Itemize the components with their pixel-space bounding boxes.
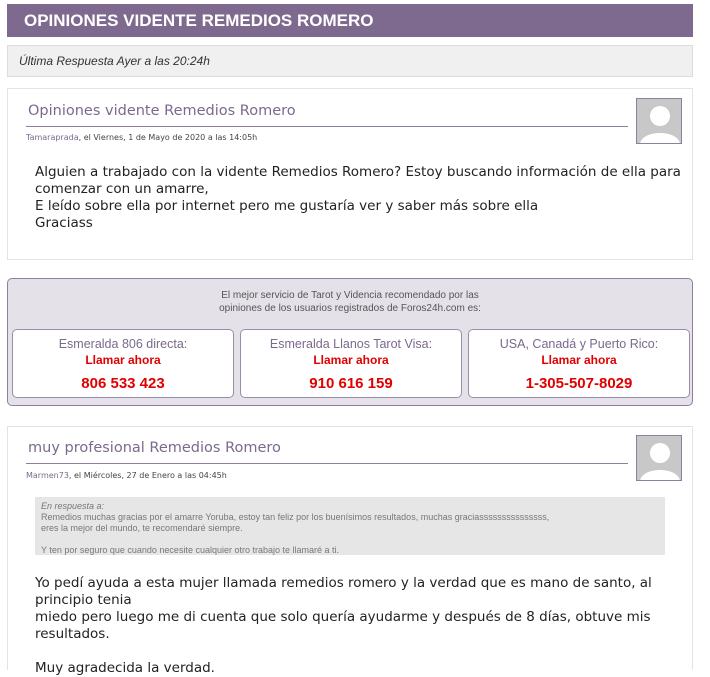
post-author[interactable]: Tamaraprada (26, 133, 79, 142)
post-body (35, 575, 692, 677)
post-title[interactable]: Opiniones vidente Remedios Romero (28, 103, 296, 119)
post-date: , el Viernes, 1 de Mayo de 2020 a las 14:05h (78, 133, 258, 142)
promo-card[interactable] (12, 329, 234, 398)
phone-number[interactable]: 1-305-507-8029 (525, 375, 633, 392)
last-reply-text: Última Respuesta Ayer a las 20:24h (19, 54, 210, 68)
promo-box (7, 278, 693, 406)
post-body-line (35, 643, 692, 660)
post-author[interactable]: Marmen73 (26, 471, 69, 480)
quote-line (41, 534, 659, 545)
promo-card-name: Esmeralda 806 directa: (58, 337, 188, 351)
phone-number[interactable]: 910 616 159 (309, 375, 393, 392)
post-body (35, 164, 681, 232)
post-meta (26, 133, 257, 142)
post-body-line: Yo pedí ayuda a esta mujer llamada remedios romero y la verdad que es mano de santo, al principio tenia (35, 575, 652, 608)
post-date: , el Miércoles, 27 de Enero a las 04:45h (68, 471, 227, 480)
post-body-line: Muy agradecida la verdad. (35, 660, 215, 676)
quote-line: Y ten por seguro que cuando necesite cualquier otro trabajo te llamaré a ti. (41, 545, 340, 555)
call-now-link[interactable]: Llamar ahora (85, 353, 161, 367)
quote-label: En respuesta a: (41, 501, 105, 511)
post-title-divider (26, 463, 628, 464)
forum-post (7, 426, 693, 676)
post-body-line: miedo pero luego me di cuenta que solo quería ayudarme y después de 8 días, obtuve mis resultados. (35, 609, 651, 642)
post-title[interactable]: muy profesional Remedios Romero (28, 440, 281, 456)
quoted-reply (35, 497, 665, 555)
promo-card[interactable] (468, 329, 690, 398)
promo-heading-line: opiniones de los usuarios registrados de Foros24h.com es: (219, 303, 481, 314)
promo-card-name: Esmeralda Llanos Tarot Visa: (269, 337, 433, 351)
call-now-link[interactable]: Llamar ahora (313, 353, 389, 367)
post-meta (26, 471, 227, 480)
thread-title-bar (7, 4, 693, 37)
promo-card[interactable] (240, 329, 462, 398)
user-avatar-icon[interactable] (636, 98, 682, 144)
post-body-line: Graciass (35, 215, 93, 231)
user-avatar-icon[interactable] (636, 435, 682, 481)
last-reply-bar (7, 45, 693, 77)
phone-number[interactable]: 806 533 423 (81, 375, 165, 392)
post-body-line: E leído sobre ella por internet pero me gustaría ver y saber más sobre ella (35, 198, 539, 214)
quote-line: eres la mejor del mundo, te recomendaré siempre. (41, 523, 243, 533)
promo-card-name: USA, Canadá y Puerto Rico: (499, 337, 659, 351)
quote-line: Remedios muchas gracias por el amarre Yoruba, estoy tan feliz por los buenísimos resultados, muchas graciasssssssssssssss, (41, 512, 550, 522)
call-now-link[interactable]: Llamar ahora (541, 353, 617, 367)
post-title-divider (26, 126, 628, 127)
post-body-line: comenzar con un amarre, (35, 181, 209, 197)
thread-title: OPINIONES VIDENTE REMEDIOS ROMERO (24, 11, 374, 30)
post-body-line: Alguien a trabajado con la vidente Remedios Romero? Estoy buscando información de ella para (35, 164, 681, 180)
promo-heading (8, 289, 692, 315)
forum-post (7, 88, 693, 260)
promo-heading-line: El mejor servicio de Tarot y Videncia recomendado por las (221, 290, 479, 301)
